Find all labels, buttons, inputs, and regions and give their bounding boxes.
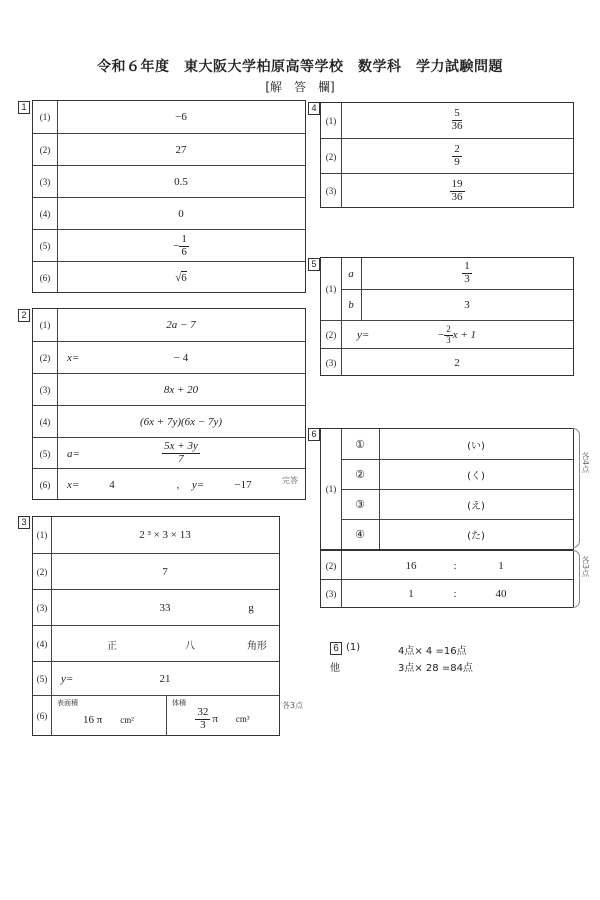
q5-sub-b: b — [341, 289, 362, 320]
q4-label-2: (2) — [321, 139, 342, 174]
q5-answer-2-prefix: y= — [357, 329, 370, 341]
q3-label-2: (2) — [33, 554, 52, 590]
remainder: x + 1 — [452, 329, 477, 341]
q6-brace-1 — [573, 428, 580, 548]
q6-circ-4: ④ — [341, 519, 380, 549]
q2-answer-5-prefix: a= — [67, 447, 80, 460]
q1-label-3: (3) — [33, 166, 58, 198]
q3-table — [32, 516, 280, 736]
q6-table — [320, 428, 574, 608]
q6-answer-2-left: 16 — [405, 560, 417, 572]
q2-label-1: (1) — [33, 309, 58, 341]
q1-row-2 — [33, 133, 305, 166]
q5-row-1 — [321, 258, 573, 320]
q1-label-2: (2) — [33, 134, 58, 166]
numerator: 2 — [454, 143, 460, 156]
q1-answer-5 — [57, 230, 305, 262]
q1-label-5: (5) — [33, 230, 58, 262]
q3-handwritten-note: 各3点 — [282, 701, 304, 710]
q4-row-3 — [321, 173, 573, 208]
q1-row-4 — [33, 197, 305, 230]
q6-answer-3-right: 40 — [495, 588, 507, 600]
sqrt-value: 6 — [181, 272, 187, 284]
q6-row-1 — [321, 429, 573, 549]
q3-label-6: (6) — [33, 696, 52, 736]
q1-answer-1: −6 — [175, 111, 187, 123]
q2-row-6 — [33, 468, 305, 500]
q1-label-4: (4) — [33, 198, 58, 230]
question-number-3: 3 — [18, 516, 30, 529]
q2-label-4: (4) — [33, 406, 58, 438]
q2-answer-6-x-prefix: x= — [67, 478, 80, 491]
q6-row-3 — [321, 579, 573, 608]
q1-answer-4: 0 — [178, 208, 184, 220]
sign: − — [437, 329, 445, 341]
q4-row-1 — [321, 103, 573, 138]
q3-row-3 — [33, 589, 279, 626]
q2-answer-5 — [57, 438, 305, 469]
q6-note-1: 各4点 — [581, 452, 590, 474]
q6-ans-1: (い) — [467, 440, 485, 452]
q6-circ-2: ② — [341, 459, 380, 489]
scoring-line-2: 3点× 28 =84点 — [398, 663, 473, 674]
q5-answer-3: 2 — [454, 356, 460, 369]
q2-label-5: (5) — [33, 438, 58, 469]
q2-row-3 — [33, 373, 305, 406]
q2-label-6: (6) — [33, 469, 58, 500]
q6-answer-2-colon: : — [453, 560, 457, 572]
q5-label-3: (3) — [321, 349, 342, 376]
q6-note-2: 各3点 — [581, 556, 590, 578]
q6-answer-3-left: 1 — [408, 588, 414, 600]
q6-label-3: (3) — [321, 580, 342, 608]
q3-answer-5-prefix: y= — [61, 673, 74, 685]
scoring-box: 6 — [330, 642, 342, 655]
q2-answer-6-x: 4 — [109, 478, 115, 491]
q4-answer-3 — [341, 174, 573, 208]
q4-answer-2 — [341, 139, 573, 174]
q6-label-2: (2) — [321, 551, 342, 581]
q6-answer-2-right: 1 — [498, 560, 504, 572]
q3-volume-unit: cm³ — [235, 714, 250, 724]
question-number-5: 5 — [308, 258, 320, 271]
q2-answer-2: − 4 — [173, 352, 189, 364]
q3-row-5 — [33, 661, 279, 696]
q1-row-3 — [33, 165, 305, 198]
question-number-6: 6 — [308, 428, 320, 441]
q4-answer-1 — [341, 103, 573, 138]
numerator: 5 — [454, 107, 460, 120]
q3-answer-3: 33 — [159, 602, 171, 614]
scoring-part: (1) — [346, 642, 361, 653]
q3-volume-pi: π — [212, 713, 218, 725]
q1-row-1 — [33, 101, 305, 133]
denominator: 9 — [454, 156, 460, 168]
q6-ans-2: (く) — [467, 470, 485, 482]
q1-answer-5-sign: − — [173, 240, 180, 252]
q6-label-1: (1) — [321, 429, 342, 549]
q6-brace-2 — [573, 550, 580, 608]
q5-answer-1b: 3 — [464, 298, 470, 311]
numerator: 32 — [197, 705, 209, 718]
q2-row-4 — [33, 405, 305, 438]
q1-label-6: (6) — [33, 262, 58, 293]
sqrt-symbol: √ — [175, 271, 182, 284]
page-subtitle: [解 答 欄] — [265, 80, 335, 94]
q2-row-1 — [33, 309, 305, 341]
q2-answer-6-y: −17 — [234, 478, 252, 491]
q3-answer-6-surface — [51, 696, 166, 736]
q2-answer-6-y-prefix: y= — [191, 478, 205, 491]
q3-row-2 — [33, 553, 279, 590]
q3-answer-4-b: 八 — [185, 640, 195, 652]
q2-table — [32, 308, 306, 500]
q5-sub-a: a — [341, 258, 362, 289]
q2-answer-2-prefix: x= — [67, 352, 80, 364]
q3-row-1 — [33, 517, 279, 553]
q3-answer-2: 7 — [162, 566, 168, 578]
q1-row-5 — [33, 229, 305, 262]
q3-row-4 — [33, 625, 279, 662]
q1-answer-5-fraction — [179, 234, 189, 258]
q3-answer-6-volume — [166, 696, 279, 736]
q2-answer-1: 2a − 7 — [166, 319, 196, 331]
q6-ans-4: (た) — [467, 530, 485, 542]
q1-row-6 — [33, 261, 305, 293]
q3-surface-label: 表面積 — [57, 699, 78, 707]
q3-label-1: (1) — [33, 517, 52, 553]
q3-surface-unit: cm² — [120, 715, 134, 725]
q1-label-1: (1) — [33, 101, 58, 133]
denominator: 3 — [446, 334, 451, 345]
denominator: 3 — [200, 718, 206, 731]
denominator: 3 — [464, 273, 470, 285]
q3-volume-label: 体積 — [172, 699, 186, 707]
q3-answer-5: 21 — [159, 673, 171, 685]
q2-answer-6-sep: , — [176, 478, 180, 491]
q4-table — [320, 102, 574, 208]
q6-circ-1: ① — [341, 429, 380, 459]
q2-row-5 — [33, 437, 305, 469]
q1-answer-2: 27 — [175, 144, 187, 156]
numerator: 1 — [464, 260, 470, 273]
q5-label-1: (1) — [321, 258, 342, 320]
scoring-other: 他 — [330, 663, 340, 674]
q5-answer-2 — [341, 321, 573, 349]
q3-answer-1: 2 ³ × 3 × 13 — [139, 529, 191, 541]
q1-table — [32, 100, 306, 293]
question-number-1: 1 — [18, 101, 30, 114]
q2-answer-4: (6x + 7y)(6x − 7y) — [139, 416, 223, 428]
q1-answer-3: 0.5 — [174, 176, 188, 188]
question-number-2: 2 — [18, 309, 30, 322]
q5-row-3 — [321, 348, 573, 376]
q3-answer-4-a: 正 — [107, 640, 117, 652]
numerator: 1 — [181, 232, 187, 245]
q5-table — [320, 257, 574, 376]
q3-label-4: (4) — [33, 626, 52, 662]
scoring-line-1: 4点× 4 =16点 — [398, 646, 467, 657]
q6-answer-3-colon: : — [453, 588, 457, 600]
q5-row-2 — [321, 320, 573, 349]
q1-answer-6 — [57, 262, 305, 293]
q3-answer-3-unit: g — [248, 602, 254, 614]
q3-label-3: (3) — [33, 590, 52, 626]
denominator: 36 — [451, 190, 463, 203]
q6-ans-3: (え) — [467, 500, 485, 512]
q2-answer-3: 8x + 20 — [163, 384, 199, 396]
denominator: 36 — [451, 120, 463, 132]
q5-answer-1a — [361, 258, 573, 289]
q3-surface-value: 16 π — [82, 714, 103, 726]
q4-label-1: (1) — [321, 103, 342, 138]
q4-label-3: (3) — [321, 174, 342, 208]
numerator: 5x + 3y — [164, 440, 198, 453]
q3-label-5: (5) — [33, 662, 52, 696]
denominator: 7 — [178, 453, 184, 465]
q3-row-6 — [33, 695, 279, 736]
numerator: 2 — [446, 324, 451, 335]
q4-row-2 — [321, 138, 573, 174]
q2-label-2: (2) — [33, 342, 58, 374]
numerator: 19 — [451, 177, 463, 190]
page-title: 令和６年度 東大阪大学柏原高等学校 数学科 学力試験問題 — [97, 59, 503, 75]
q2-label-3: (3) — [33, 374, 58, 406]
q6-circ-3: ③ — [341, 489, 380, 519]
q5-label-2: (2) — [321, 321, 342, 349]
q2-row-2 — [33, 341, 305, 374]
q3-answer-4-c: 角形 — [247, 640, 267, 652]
question-number-4: 4 — [308, 102, 320, 115]
q2-handwritten-note: 完答 — [282, 476, 298, 485]
denominator: 6 — [181, 245, 187, 258]
q6-row-2 — [321, 549, 573, 581]
